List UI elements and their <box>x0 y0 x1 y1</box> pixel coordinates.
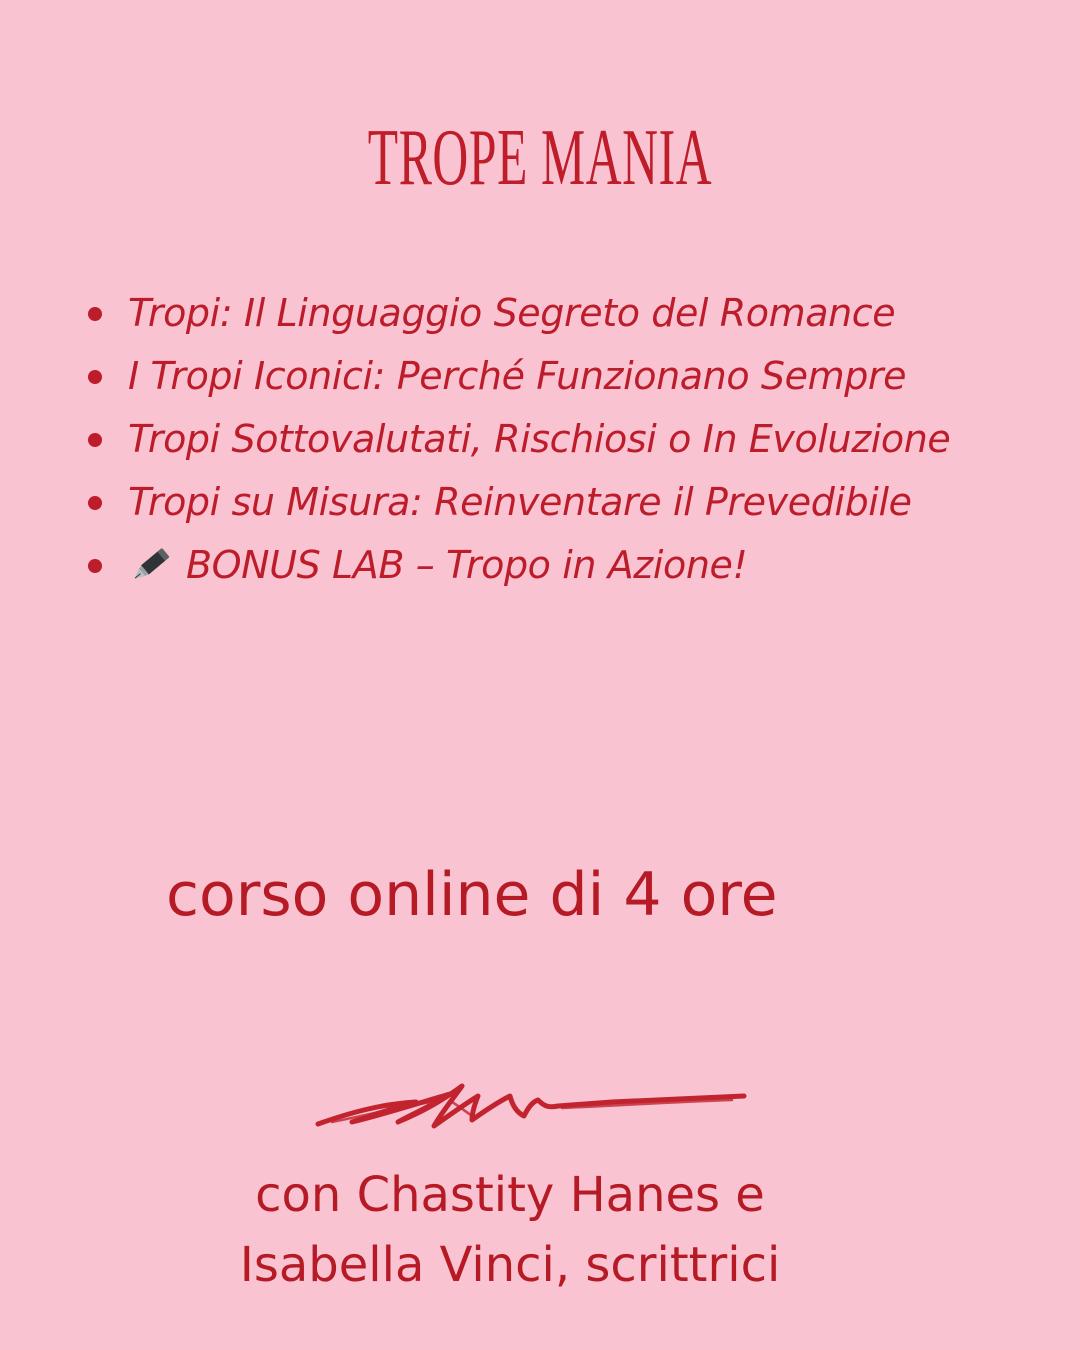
topic-text: I Tropi Iconici: Perché Funzionano Sempre <box>128 354 907 398</box>
page-title: TROPE MANIA <box>367 114 713 202</box>
topic-list <box>88 282 950 597</box>
bullet-icon <box>88 496 102 510</box>
fountain-pen-icon <box>128 544 176 584</box>
authors-line: Isabella Vinci, scrittrici <box>239 1237 781 1293</box>
course-info: corso online di 4 ore <box>166 860 778 930</box>
scribble-decoration <box>312 1072 752 1136</box>
authors-block <box>0 1160 1020 1300</box>
topic-text: Tropi: Il Linguaggio Segreto del Romance <box>128 291 896 335</box>
bullet-icon <box>88 307 102 321</box>
list-item <box>88 534 950 597</box>
list-item <box>88 471 950 534</box>
list-item <box>88 282 950 345</box>
authors-line: con Chastity Hanes e <box>255 1167 765 1223</box>
topic-text: Tropi Sottovalutati, Rischiosi o In Evoluzione <box>128 417 951 461</box>
bullet-icon <box>88 433 102 447</box>
list-item <box>88 345 950 408</box>
list-item <box>88 408 950 471</box>
topic-text: Tropi su Misura: Reinventare il Prevedibile <box>128 480 912 524</box>
bullet-icon <box>88 559 102 573</box>
topic-text: BONUS LAB – Tropo in Azione! <box>186 543 748 587</box>
bullet-icon <box>88 370 102 384</box>
